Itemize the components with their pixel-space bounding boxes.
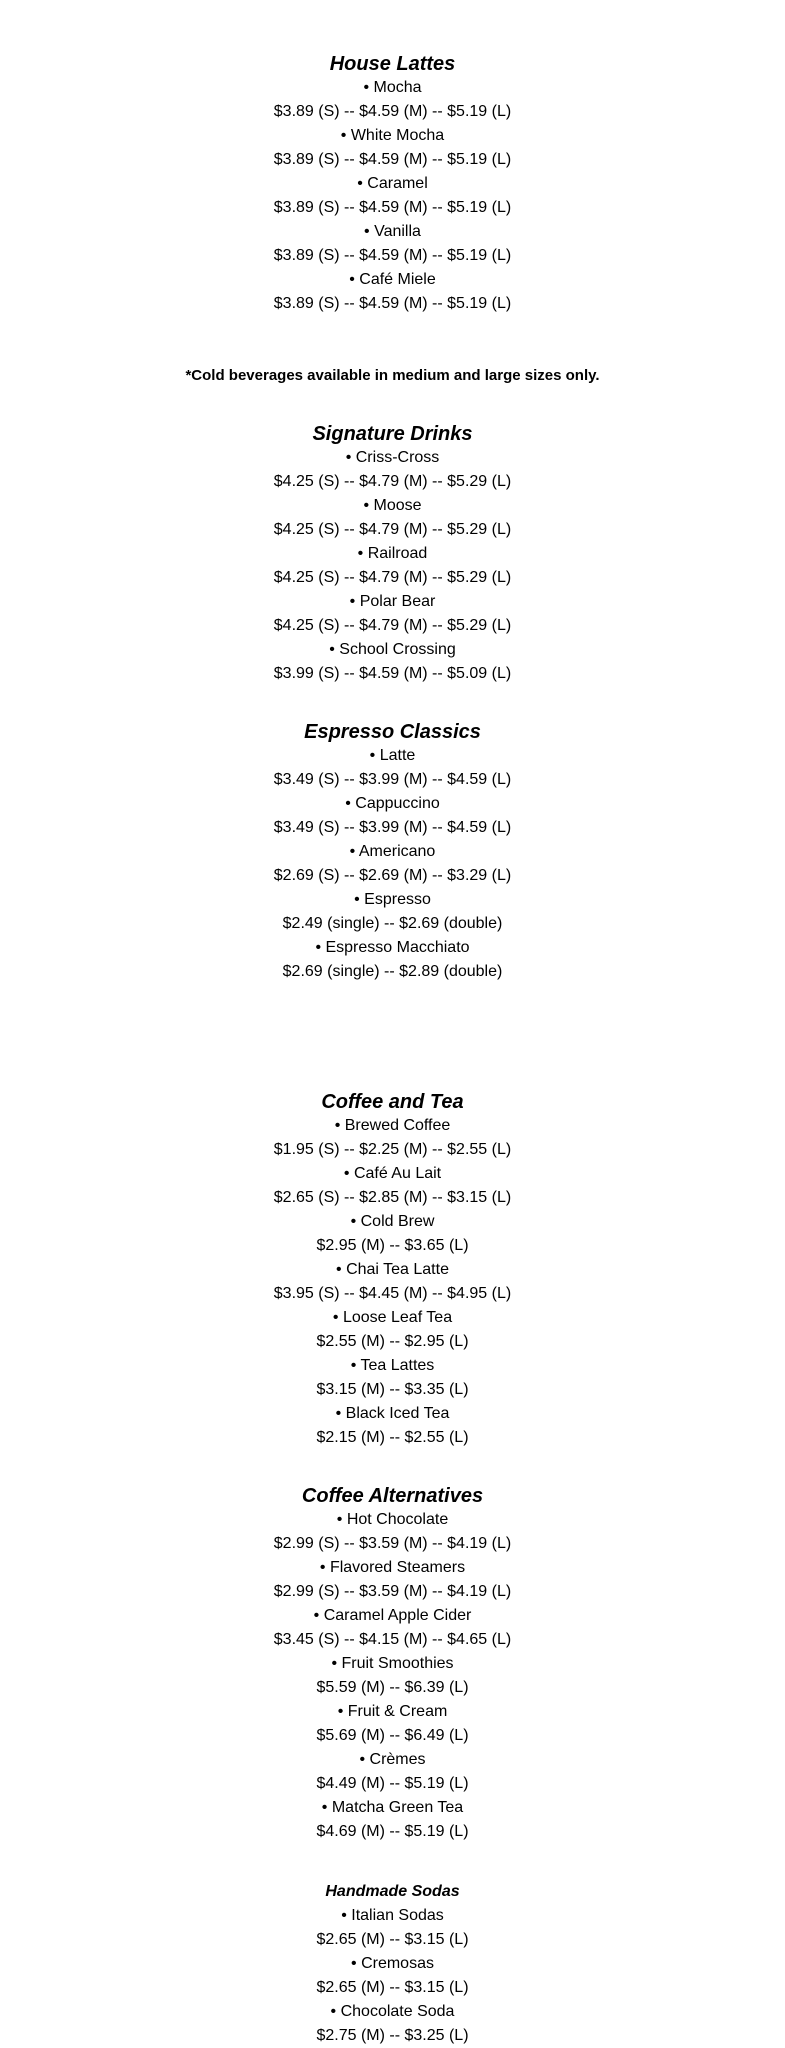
item-price: $4.25 (S) -- $4.79 (M) -- $5.29 (L) [273, 617, 512, 634]
item-name: • Cappuccino [345, 795, 440, 812]
item-price: $2.69 (single) -- $2.89 (double) [282, 963, 503, 980]
item-name: • Chai Tea Latte [336, 1261, 449, 1278]
item-name: • Black Iced Tea [335, 1405, 450, 1422]
section-espresso-classics [0, 720, 785, 984]
item-name: • Café Miele [349, 271, 436, 288]
item-name: • Caramel Apple Cider [313, 1607, 472, 1624]
item-name: • Café Au Lait [343, 1165, 442, 1182]
item-price: $2.55 (M) -- $2.95 (L) [316, 1333, 469, 1350]
item-name: • School Crossing [329, 641, 456, 658]
section-handmade-sodas [0, 1880, 785, 2048]
item-price: $4.69 (M) -- $5.19 (L) [316, 1823, 469, 1840]
item-name: • Hot Chocolate [336, 1511, 449, 1528]
item-name: • Americano [349, 843, 436, 860]
item-name: • Vanilla [364, 223, 421, 240]
item-price: $2.49 (single) -- $2.69 (double) [282, 915, 503, 932]
item-price: $3.45 (S) -- $4.15 (M) -- $4.65 (L) [273, 1631, 512, 1648]
item-price: $2.69 (S) -- $2.69 (M) -- $3.29 (L) [273, 867, 512, 884]
item-name: • White Mocha [340, 127, 445, 144]
item-name: • Cold Brew [350, 1213, 435, 1230]
item-price: $3.15 (M) -- $3.35 (L) [316, 1381, 469, 1398]
section-title: House Lattes [329, 53, 456, 75]
item-name: • Matcha Green Tea [321, 1799, 464, 1816]
item-name: • Chocolate Soda [330, 2003, 455, 2020]
item-price: $5.69 (M) -- $6.49 (L) [316, 1727, 469, 1744]
item-price: $2.65 (M) -- $3.15 (L) [316, 1931, 469, 1948]
section-signature-drinks [0, 422, 785, 686]
item-name: • Tea Lattes [350, 1357, 435, 1374]
item-name: • Brewed Coffee [334, 1117, 451, 1134]
item-name: • Espresso Macchiato [315, 939, 470, 956]
item-price: $2.15 (M) -- $2.55 (L) [316, 1429, 469, 1446]
section-house-lattes [0, 52, 785, 316]
section-title: Handmade Sodas [325, 1883, 460, 1900]
item-price: $2.99 (S) -- $3.59 (M) -- $4.19 (L) [273, 1583, 512, 1600]
item-name: • Espresso [354, 891, 431, 908]
item-price: $4.25 (S) -- $4.79 (M) -- $5.29 (L) [273, 521, 512, 538]
item-name: • Moose [363, 497, 422, 514]
item-name: • Fruit Smoothies [331, 1655, 454, 1672]
item-name: • Railroad [357, 545, 428, 562]
item-price: $2.95 (M) -- $3.65 (L) [316, 1237, 469, 1254]
item-price: $3.89 (S) -- $4.59 (M) -- $5.19 (L) [273, 151, 512, 168]
item-name: • Latte [369, 747, 416, 764]
item-price: $4.25 (S) -- $4.79 (M) -- $5.29 (L) [273, 569, 512, 586]
cold-beverages-note: *Cold beverages available in medium and large sizes only. [185, 367, 600, 384]
section-title: Signature Drinks [312, 423, 473, 445]
section-title: Espresso Classics [304, 721, 481, 743]
item-price: $3.95 (S) -- $4.45 (M) -- $4.95 (L) [273, 1285, 512, 1302]
item-price: $3.89 (S) -- $4.59 (M) -- $5.19 (L) [273, 199, 512, 216]
item-price: $3.89 (S) -- $4.59 (M) -- $5.19 (L) [273, 103, 512, 120]
item-name: • Flavored Steamers [319, 1559, 466, 1576]
item-name: • Loose Leaf Tea [332, 1309, 453, 1326]
section-coffee-alternatives [0, 1484, 785, 1844]
section-title: Coffee and Tea [321, 1091, 464, 1113]
item-price: $3.89 (S) -- $4.59 (M) -- $5.19 (L) [273, 247, 512, 264]
section-title: Coffee Alternatives [301, 1485, 484, 1507]
item-price: $2.65 (S) -- $2.85 (M) -- $3.15 (L) [273, 1189, 512, 1206]
item-price: $3.49 (S) -- $3.99 (M) -- $4.59 (L) [273, 819, 512, 836]
item-name: • Fruit & Cream [337, 1703, 448, 1720]
item-price: $3.99 (S) -- $4.59 (M) -- $5.09 (L) [273, 665, 512, 682]
item-price: $2.99 (S) -- $3.59 (M) -- $4.19 (L) [273, 1535, 512, 1552]
item-name: • Crèmes [359, 1751, 426, 1768]
item-price: $3.89 (S) -- $4.59 (M) -- $5.19 (L) [273, 295, 512, 312]
item-price: $5.59 (M) -- $6.39 (L) [316, 1679, 469, 1696]
item-name: • Italian Sodas [341, 1907, 444, 1924]
menu-content [0, 52, 785, 2048]
item-price: $1.95 (S) -- $2.25 (M) -- $2.55 (L) [273, 1141, 512, 1158]
item-name: • Polar Bear [349, 593, 436, 610]
item-name: • Caramel [357, 175, 428, 192]
section-coffee-and-tea [0, 1090, 785, 1450]
item-name: • Mocha [363, 79, 422, 96]
item-price: $4.49 (M) -- $5.19 (L) [316, 1775, 469, 1792]
item-price: $3.49 (S) -- $3.99 (M) -- $4.59 (L) [273, 771, 512, 788]
item-price: $4.25 (S) -- $4.79 (M) -- $5.29 (L) [273, 473, 512, 490]
item-price: $2.65 (M) -- $3.15 (L) [316, 1979, 469, 1996]
item-name: • Cremosas [351, 1955, 434, 1972]
item-name: • Criss-Cross [345, 449, 440, 466]
item-price: $2.75 (M) -- $3.25 (L) [316, 2027, 469, 2044]
